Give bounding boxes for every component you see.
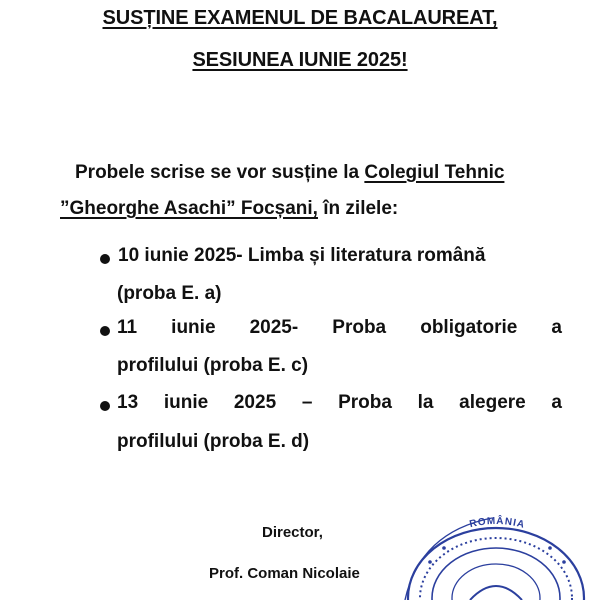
- exam-3-line-2: profilului (proba E. d): [117, 431, 310, 452]
- intro-line-2: [60, 198, 565, 220]
- school-name-part-2: ”Gheorghe Asachi” Focșani,: [60, 198, 318, 219]
- intro-suffix: în zilele:: [317, 198, 399, 219]
- exam-1-line-2: (proba E. a): [117, 283, 222, 304]
- bullet-icon: [100, 326, 110, 336]
- exam-1-line-1: 10 iunie 2025- Limba și literatura română: [118, 245, 486, 266]
- bullet-icon: [100, 401, 110, 411]
- school-name-part-1: Colegiul Tehnic: [364, 162, 505, 183]
- exam-3-line-1: 13 iunie 2025 – Proba la alegere a: [117, 392, 562, 413]
- intro-prefix: Probele scrise se vor susține la: [75, 162, 365, 183]
- exam-2-line-1: 11 iunie 2025- Proba obligatorie a: [117, 317, 562, 338]
- signature-name: Prof. Coman Nicolaie: [209, 565, 360, 582]
- stamp-top-text: ROMÂNIA: [468, 515, 527, 531]
- official-stamp: [400, 512, 600, 600]
- exam-2-line-2: profilului (proba E. c): [117, 355, 309, 376]
- title-line-1: SUSȚINE EXAMENUL DE BACALAUREAT,: [102, 7, 498, 29]
- signature-role: Director,: [262, 524, 323, 541]
- intro-line-1: [75, 162, 580, 184]
- title-line-2: SESIUNEA IUNIE 2025!: [192, 49, 408, 71]
- bullet-icon: [100, 254, 110, 264]
